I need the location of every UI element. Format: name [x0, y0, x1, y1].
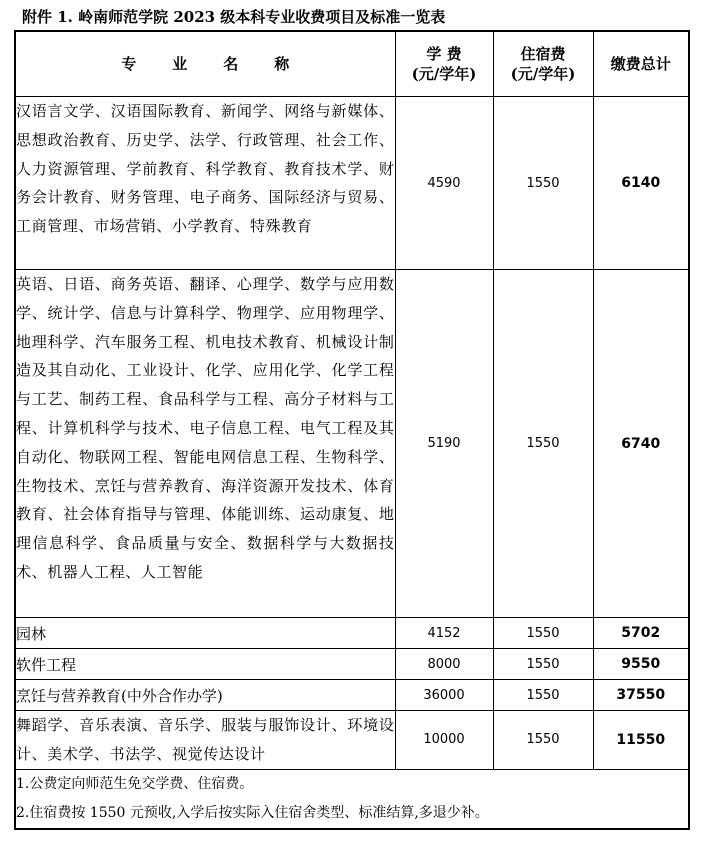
- fee-table: [14, 30, 690, 830]
- row-tuition: 8000: [395, 649, 493, 680]
- row-dorm: 1550: [493, 649, 593, 680]
- table-row: [15, 97, 689, 270]
- table-row: [15, 680, 689, 711]
- row-total: 9550: [593, 649, 689, 680]
- header-tuition: [395, 31, 493, 97]
- notes-row: [15, 769, 689, 829]
- table-row: [15, 711, 689, 770]
- row-total: 6740: [593, 270, 689, 618]
- row-tuition: 4590: [395, 97, 493, 270]
- row-majors: 烹饪与营养教育(中外合作办学): [15, 680, 395, 711]
- row-majors: 园林: [15, 618, 395, 649]
- notes-cell: [15, 769, 689, 829]
- table-row: [15, 618, 689, 649]
- header-major: [15, 31, 395, 97]
- row-dorm: 1550: [493, 711, 593, 770]
- row-total: 37550: [593, 680, 689, 711]
- row-total: 5702: [593, 618, 689, 649]
- row-tuition: 10000: [395, 711, 493, 770]
- header-dorm-line2: (元/学年): [510, 65, 576, 83]
- row-dorm: 1550: [493, 618, 593, 649]
- note-line: 1.公费定向师范生免交学费、住宿费。: [16, 775, 254, 792]
- row-dorm: 1550: [493, 270, 593, 618]
- table-row: [15, 649, 689, 680]
- header-major-label: 专业名称: [121, 55, 326, 73]
- header-tuition-line2: (元/学年): [411, 65, 477, 83]
- header-total: [593, 31, 689, 97]
- row-majors: 软件工程: [15, 649, 395, 680]
- row-majors: 汉语言文学、汉语国际教育、新闻学、网络与新媒体、思想政治教育、历史学、法学、行政管理、社会工作、人力资源管理、学前教育、科学教育、教育技术学、财务会计教育、财务管理、电子商务、国际经济与贸易、工商管理、市场营销、小学教育、特殊教育: [15, 97, 395, 270]
- row-tuition: 4152: [395, 618, 493, 649]
- row-total: 11550: [593, 711, 689, 770]
- row-tuition: 5190: [395, 270, 493, 618]
- row-dorm: 1550: [493, 680, 593, 711]
- row-majors: 舞蹈学、音乐表演、音乐学、服装与服饰设计、环境设计、美术学、书法学、视觉传达设计: [15, 711, 395, 770]
- row-tuition: 36000: [395, 680, 493, 711]
- document-title: 附件 1. 岭南师范学院 2023 级本科专业收费项目及标准一览表: [22, 8, 446, 26]
- note-line: 2.住宿费按 1550 元预收,入学后按实际入住宿舍类型、标准结算,多退少补。: [16, 804, 489, 821]
- table-row: [15, 270, 689, 618]
- row-dorm: 1550: [493, 97, 593, 270]
- row-majors: 英语、日语、商务英语、翻译、心理学、数学与应用数学、统计学、信息与计算科学、物理学、应用物理学、地理科学、汽车服务工程、机电技术教育、机械设计制造及其自动化、工业设计、化学、应用化学、化学工程与工艺、制药工程、食品科学与工程、高分子材料与工程、计算机科学与技术、电子信息工程、电气工程及其自动化、物联网工程、智能电网信息工程、生物科学、生物技术、烹饪与营养教育、海洋资源开发技术、体育教育、社会体育指导与管理、体能训练、运动康复、地理信息科学、食品质量与安全、数据科学与大数据技术、机器人工程、人工智能: [15, 270, 395, 618]
- header-total-label: 缴费总计: [610, 55, 671, 73]
- header-dorm: [493, 31, 593, 97]
- header-dorm-line1: 住宿费: [520, 45, 566, 63]
- table-header-row: [15, 31, 689, 97]
- row-total: 6140: [593, 97, 689, 270]
- header-tuition-line1: 学 费: [426, 45, 462, 63]
